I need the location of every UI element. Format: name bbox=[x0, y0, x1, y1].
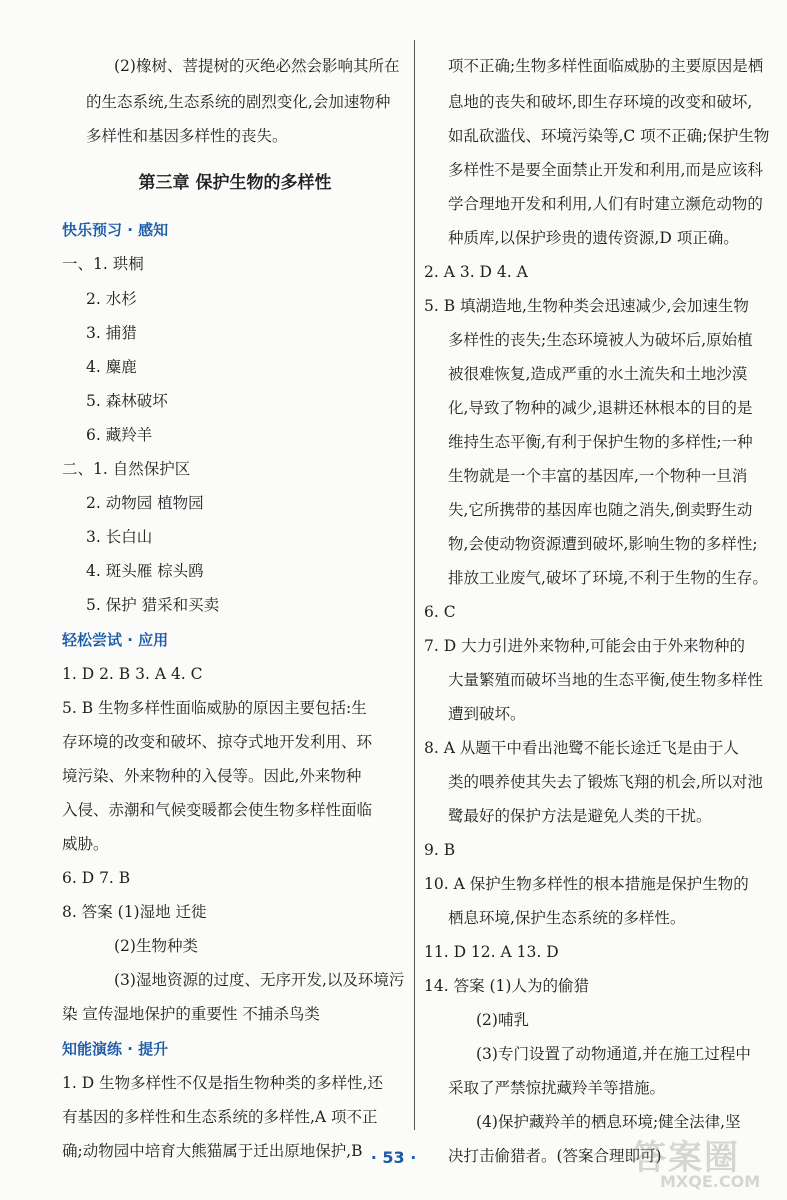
answer-line: 3. 长白山 bbox=[86, 528, 153, 546]
watermark-logo bbox=[632, 1130, 782, 1196]
answer-line: 种质库,以保护珍贵的遗传资源,D 项正确。 bbox=[448, 229, 739, 247]
answer-line: 化,导致了物种的减少,退耕还林根本的目的是 bbox=[448, 399, 753, 417]
answer-line: 1. D 2. B 3. A 4. C bbox=[62, 665, 203, 683]
answer-line: 14. 答案 (1)人为的偷猎 bbox=[424, 977, 589, 995]
watermark-url: MXQE.COM bbox=[660, 1172, 761, 1191]
answer-line: (2)哺乳 bbox=[476, 1011, 529, 1029]
answer-line: 5. 森林破坏 bbox=[86, 392, 168, 410]
answer-line: 7. D 大力引进外来物种,可能会由于外来物种的 bbox=[424, 637, 745, 655]
answer-line: 有基因的多样性和生态系统的多样性,A 项不正 bbox=[62, 1108, 378, 1126]
answer-line: 5. 保护 猎采和买卖 bbox=[86, 596, 220, 614]
answer-line: 威胁。 bbox=[62, 835, 109, 853]
answer-line: 8. 答案 (1)湿地 迁徙 bbox=[62, 903, 207, 921]
page-number: · 53 · bbox=[370, 1148, 417, 1167]
answer-line: 如乱砍滥伐、环境污染等,C 项不正确;保护生物 bbox=[448, 127, 770, 145]
answer-line: 采取了严禁惊扰藏羚羊等措施。 bbox=[448, 1079, 666, 1097]
answer-line: 6. D 7. B bbox=[62, 869, 131, 887]
chapter-title: 第三章 保护生物的多样性 bbox=[138, 173, 332, 193]
answer-line: 染 宣传湿地保护的重要性 不捕杀鸟类 bbox=[62, 1005, 320, 1023]
answer-line: 排放工业废气,破坏了环境,不利于生物的生存。 bbox=[448, 569, 768, 587]
answer-line: 存环境的改变和破坏、掠夺式地开发利用、环 bbox=[62, 733, 373, 751]
answer-line: 学合理地开发和利用,人们有时建立濒危动物的 bbox=[448, 195, 763, 213]
answer-line: 息地的丧失和破坏,即生存环境的改变和破坏, bbox=[448, 93, 753, 111]
answer-line: 1. D 生物多样性不仅是指生物种类的多样性,还 bbox=[62, 1074, 383, 1092]
answer-line: 栖息环境,保护生态系统的多样性。 bbox=[448, 909, 686, 927]
answer-line: 多样性的丧失;生态环境被人为破坏后,原始植 bbox=[448, 331, 753, 349]
answer-line: 物,会使动物资源遭到破坏,影响生物的多样性; bbox=[448, 535, 758, 553]
section-heading: 知能演练 · 提升 bbox=[62, 1040, 169, 1058]
answer-line: 决打击偷猎者。(答案合理即可) bbox=[448, 1147, 662, 1165]
intro-line: (2)橡树、菩提树的灭绝必然会影响其所在 bbox=[114, 57, 400, 75]
intro-line: 的生态系统,生态系统的剧烈变化,会加速物种 bbox=[86, 93, 391, 111]
section-heading: 快乐预习 · 感知 bbox=[62, 221, 169, 239]
answer-line: (4)保护藏羚羊的栖息环境;健全法律,坚 bbox=[476, 1113, 741, 1131]
answer-line: 二、1. 自然保护区 bbox=[62, 460, 191, 478]
answer-line: 维持生态平衡,有利于保护生物的多样性;一种 bbox=[448, 433, 753, 451]
answer-line: 确;动物园中培育大熊猫属于迁出原地保护,B bbox=[62, 1142, 363, 1160]
answer-line: 6. C bbox=[424, 603, 456, 621]
intro-line: 多样性和基因多样性的丧失。 bbox=[86, 127, 288, 145]
answer-line: 多样性不是要全面禁止开发和利用,而是应该科 bbox=[448, 161, 763, 179]
answer-line: 3. 捕猎 bbox=[86, 324, 137, 342]
answer-line: 失,它所携带的基因库也随之消失,倒卖野生动 bbox=[448, 501, 753, 519]
answer-line: 鹭最好的保护方法是避免人类的干扰。 bbox=[448, 807, 712, 825]
answer-line: 一、1. 珙桐 bbox=[62, 255, 144, 273]
answer-line: (2)生物种类 bbox=[114, 937, 198, 955]
answer-line: 被很难恢复,造成严重的水土流失和土地沙漠 bbox=[448, 365, 748, 383]
answer-line: 4. 麋鹿 bbox=[86, 358, 137, 376]
answer-line: 类的喂养使其失去了锻炼飞翔的机会,所以对池 bbox=[448, 773, 763, 791]
answer-line: (3)湿地资源的过度、无序开发,以及环境污 bbox=[114, 971, 405, 989]
answer-line: 9. B bbox=[424, 841, 456, 859]
answer-line: 遭到破坏。 bbox=[448, 705, 526, 723]
answer-line: 入侵、赤潮和气候变暖都会使生物多样性面临 bbox=[62, 801, 373, 819]
answer-line: 生物就是一个丰富的基因库,一个物种一旦消 bbox=[448, 467, 748, 485]
answer-line: 6. 藏羚羊 bbox=[86, 426, 153, 444]
answer-line: 2. 动物园 植物园 bbox=[86, 494, 204, 512]
answer-line: 4. 斑头雁 棕头鸥 bbox=[86, 562, 204, 580]
answer-line: 2. 水杉 bbox=[86, 290, 137, 308]
answer-line: 2. A 3. D 4. A bbox=[424, 263, 528, 281]
answer-line: 8. A 从题干中看出池鹭不能长途迁飞是由于人 bbox=[424, 739, 739, 757]
answer-line: 大量繁殖而破坏当地的生态平衡,使生物多样性 bbox=[448, 671, 763, 689]
watermark-logo-text: 答案圈 bbox=[632, 1138, 740, 1178]
answer-line: 5. B 填湖造地,生物种类会迅速减少,会加速生物 bbox=[424, 297, 749, 315]
answer-line: 5. B 生物多样性面临威胁的原因主要包括:生 bbox=[62, 699, 367, 717]
section-heading: 轻松尝试 · 应用 bbox=[62, 631, 169, 649]
answer-line: 10. A 保护生物多样性的根本措施是保护生物的 bbox=[424, 875, 749, 893]
answer-line: 11. D 12. A 13. D bbox=[424, 943, 559, 961]
answer-line: 项不正确;生物多样性面临威胁的主要原因是栖 bbox=[448, 57, 764, 75]
column-divider bbox=[414, 40, 415, 1130]
answer-line: (3)专门设置了动物通道,并在施工过程中 bbox=[476, 1045, 751, 1063]
answer-line: 境污染、外来物种的入侵等。因此,外来物种 bbox=[62, 767, 362, 785]
